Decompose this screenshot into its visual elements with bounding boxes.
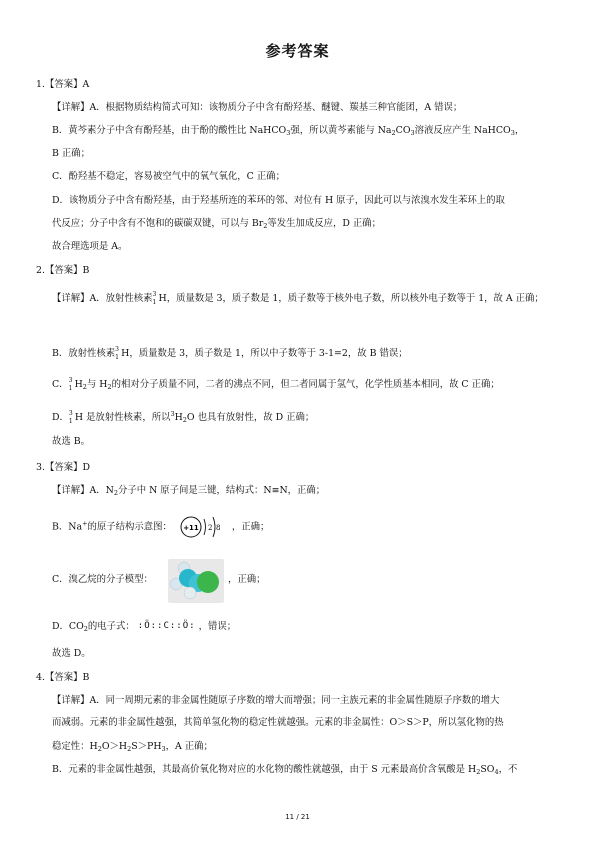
q3-line-4: D．$CO_2$的电子式： :Ö::C::Ö: ，错误；: [52, 621, 237, 633]
q2-line-2: B．放射性核素 3 1 H，质量数是 3，质子数是 1，所以中子数等于 3-1=2，故 B 错误；: [52, 346, 408, 361]
q2-line-4: D． 3 1 H 是放射性核素，所以$^3H_2O$ 也具有放射性，故 D 正确；: [52, 410, 315, 426]
q3-answer: 3.【答案】D: [36, 462, 90, 473]
co2-electron-formula: :Ö::C::Ö:: [137, 621, 196, 631]
page-title: 参考答案: [265, 42, 330, 60]
tritium-isotope-notation: 3 1: [115, 346, 119, 361]
q1-line-1: 【详解】A．根据物质结构简式可知：该物质分子中含有酚羟基、醚键、羰基三种官能团，A 错误；: [52, 102, 463, 113]
q3-line-3: C．溴乙烷的分子模型：: [52, 574, 153, 585]
q2-line-3: C． 3 1 $H_2$与 $H_2$的相对分子质量不同，二者的沸点不同，但二者同属于氢气，化学性质基本相同，故 C 正确；: [52, 377, 500, 392]
q2-line-1: 【详解】A．放射性核素 3 1 H，质量数是 3，质子数是 1，质子数等于核外电子数，所以核外电子数等于 1，故 A 正确；: [52, 291, 544, 306]
q1-answer: 1.【答案】A: [36, 79, 90, 90]
tritium-isotope-notation: 3 1: [152, 291, 157, 306]
tritium-isotope-notation: 3 1: [68, 377, 73, 392]
shell-2-electrons: 8: [215, 524, 221, 532]
tritium-isotope-notation: 3 1: [68, 410, 73, 426]
q3-line-3-tail: ，正确；: [228, 574, 266, 585]
q2-line-5: 故选 B。: [52, 436, 90, 447]
q4-line-4: B．元素的非金属性越强，其最高价氧化物对应的水化物的酸性就越强，由于 S 元素最高价含氧酸是 $H_2SO_4$，不: [52, 764, 518, 776]
q1-line-5: D．该物质分子中含有酚羟基，由于羟基所连的苯环的邻、对位有 H 原子，因此可以与浓溴水发生苯环上的取: [52, 195, 505, 206]
q3-line-5: 故选 D。: [52, 648, 91, 659]
q4-answer: 4.【答案】B: [36, 672, 90, 683]
shell-1-electrons: 2: [207, 524, 213, 532]
q3-line-2: B．Na+的原子结构示意图： +11 2 8 ，正确；: [52, 514, 269, 540]
bromoethane-model-image: [168, 559, 224, 603]
q3-line-1: 【详解】A．$N_2$分子中 N 原子间是三键，结构式：N≡N，正确；: [52, 485, 326, 497]
page-number: 11 / 21: [285, 813, 310, 821]
q4-line-2: 而减弱。元素的非金属性越强，其简单氢化物的稳定性就越强。元素的非金属性：O＞S＞P，所以氢化物的热: [52, 717, 504, 728]
q1-line-2: B．黄芩素分子中含有酚羟基，由于酚的酸性比 NaHCO$_3$强，所以黄芩素能与 $Na_2CO_3$溶液反应产生 NaHCO$_3$，: [52, 125, 525, 137]
q4-line-3: 稳定性：$H_2O>H_2S>PH_3$，A 正确；: [52, 741, 213, 753]
sodium-ion-structure-diagram: [179, 514, 225, 540]
q1-line-3: B 正确；: [52, 148, 90, 159]
q2-answer: 2.【答案】B: [36, 265, 90, 276]
q1-line-7: 故合理选项是 A。: [52, 241, 128, 252]
q4-line-1: 【详解】A．同一周期元素的非金属性随原子序数的增大而增强；同一主族元素的非金属性随原子序数的增大: [52, 695, 500, 706]
nucleus-charge: +11: [183, 524, 199, 532]
q1-line-4: C．酚羟基不稳定，容易被空气中的氧气氧化，C 正确；: [52, 171, 285, 182]
q1-line-6: 代反应；分子中含有不饱和的碳碳双键，可以与 $Br_2$等发生加成反应，D 正确；: [52, 218, 381, 230]
